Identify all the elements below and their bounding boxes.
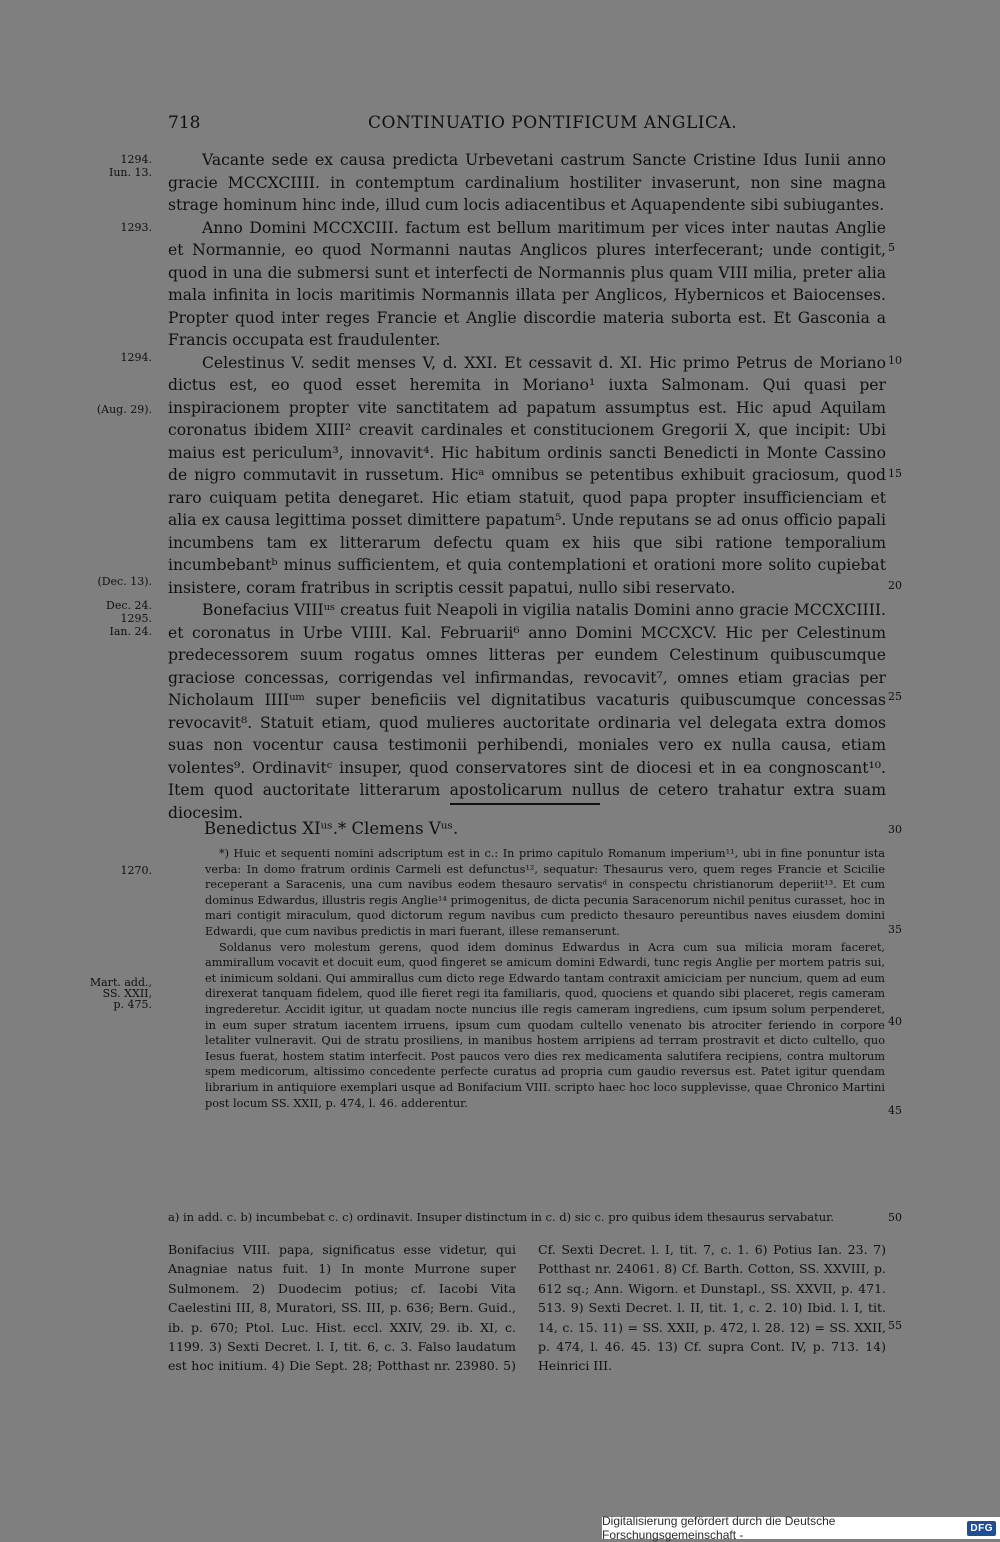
margin-date: (Dec. 13). <box>97 575 152 588</box>
margin-date: Iun. 13. <box>108 166 152 179</box>
note-paragraph: Soldanus vero molestum gerens, quod idem dominus Edwardus in Acra cum sua milicia moram faceret, ammirallum vocavit et docuit eum, quod fingeret se amicum domini Edwardi, tunc regis Anglie per mortem patris sui, et inimicum soldani. Qui ammirallus cum dicto rege Edwardo tantam contraxit amiciciam per nuncium, quem ad eum direxerat tanquam fidelem, quod ille fieret regi ita familiaris, quod, quociens et quando sibi placeret, regis cameram ingrederetur. Accidit igitur, ut quadam nocte nuncius ille regis cameram ingrediens, cum ipsum solum perpenderet, in eum super stratum iacentem irruens, ipsum cum quodam cultello venenato bis atrociter feriendo in corpore letaliter vulneravit. Qui de stratu prosiliens, in manibus hostem arripiens ad terram prostravit et dicto cultello, quo Iesus fuerat, hostem statim interfecit. Post paucos vero dies rex medicamenta salutifera recipiens, contra multorum spem medicorum, altissimo concedente perfecte curatus ad propria cum gaudio reversus est. Patet igitur quendam librarium in antiquiore exemplari usque ad Bonifacium VIII. scripto haec hoc loco supplevisse, quae Chronico Martini post locum SS. XXII, p. 474, l. 46. adderentur. <box>205 940 885 1110</box>
running-title: CONTINUATIO PONTIFICUM ANGLICA. <box>368 113 738 133</box>
line-number: 45 <box>888 1104 902 1117</box>
line-number: 15 <box>888 467 902 480</box>
pope-heading: Benedictus XIᵘˢ.* Clemens Vᵘˢ. <box>204 819 459 838</box>
dfg-logo-icon[interactable]: DFG <box>967 1521 996 1536</box>
digitization-text: Digitalisierung gefördert durch die Deutsche Forschungsgemeinschaft - <box>602 1514 836 1542</box>
margin-date: Dec. 24. <box>106 599 152 612</box>
footnotes: Bonifacius VIII. papa, significatus esse videtur, qui Anagniae natus fuit. 1) In monte Murrone super Sulmonem. 2) Duodecim potius; cf. Iacobi Vita Caelestini III, 8, Muratori, SS. III, p. 636; Bern. Guid., ib. p. 670; Ptol. Luc. Hist. eccl. XXIV, 29. ib. XI, c. 1199. 3) Sexti Decret. l. I, tit. 6, c. 3. Falso laudatum est hoc initium. 4) Die Sept. 28; Potthast nr. 23980. 5) Cf. Sexti Decret. l. I, tit. 7, c. 1. 6) Potius Ian. 23. 7) Potthast nr. 24061. 8) Cf. Barth. Cotton, SS. XXVIII, p. 612 sq.; Ann. Wigorn. et Dunstapl., SS. XXVII, p. 471. 513. 9) Sexti Decret. l. II, tit. 1, c. 2. 10) Ibid. l. I, tit. 14, c. 15. 11) = SS. XXII, p. 472, l. 28. 12) = SS. XXII, p. 474, l. 46. 45. 13) Cf. supra Cont. IV, p. 713. 14) Heinrici III. <box>168 1242 886 1374</box>
margin-date: Ian. 24. <box>109 625 152 638</box>
line-number: 50 <box>888 1211 902 1224</box>
note-block <box>205 846 885 1111</box>
margin-date: (Aug. 29). <box>96 403 152 416</box>
margin-date: 1270. <box>120 864 152 877</box>
line-number: 55 <box>888 1319 902 1332</box>
margin-ref: SS. XXII, <box>102 987 152 1000</box>
margin-ref: p. 475. <box>113 998 152 1011</box>
paragraph-anno-domini: Anno Domini MCCXCIII. factum est bellum maritimum per vices inter nautas Anglie et Normannie, eo quod Normanni nautas Anglicos plures interfecerant; unde contigit, quod in una die submersi sunt et interfecti de Normannis plus quam VIII milia, preter alia mala infinita in locis maritimis Normannis illata per Anglicos, Hybernicos et Baiocenses. Propter quod inter reges Francie et Anglie discordie materia suborta est. Et Gasconia a Francis occupata est fraudulenter. <box>168 218 886 349</box>
margin-date: 1294. <box>120 351 152 364</box>
margin-date: 1293. <box>120 221 152 234</box>
paragraph-bonefacius: Bonefacius VIIIᵘˢ creatus fuit Neapoli in vigilia natalis Domini anno gracie MCCXCIIII. et coronatus in Urbe VIIII. Kal. Februarii⁶ anno Domini MCCXCV. Hic per Celestinum predecessorem suum rogatus omnes litteras per eundem Celestinum quibuscumque graciose concessas, corrigendas vel infirmandas, revocavit⁷, omnes etiam gracias per Nicholaum IIIIᵘᵐ super beneficiis vel dignitatibus vacaturis quibuscumque concessas revocavit⁸. Statuit etiam, quod mulieres auctoritate ordinaria vel delegata extra domos suas non vocentur causa testimonii perhibendi, moniales vero ex nulla causa, etiam volentes⁹. Ordinavitᶜ insuper, quod conservatores sint de diocesi et in ea congnoscant¹⁰. Item quod auctoritate litterarum apostolicarum nullus de cetero trahatur extra suam diocesim. <box>168 601 886 822</box>
margin-ref: Mart. add., <box>89 976 152 989</box>
line-number: 40 <box>888 1015 902 1028</box>
main-text <box>168 149 886 824</box>
margin-date: 1295. <box>120 612 152 625</box>
line-number: 10 <box>888 354 902 367</box>
paragraph-celestinus: Celestinus V. sedit menses V, d. XXI. Et cessavit d. XI. Hic primo Petrus de Moriano dictus est, eo quod esset heremita in Moriano¹ iuxta Salmonam. Qui quasi per inspiracionem propter vite sanctitatem ad papatum assumptus est. Hic apud Aquilam coronatus ibidem XIII² creavit cardinales et constitucionem Gregorii X, que incipit: Ubi maius est periculum³, innovavit⁴. Hic habitum ordinis sancti Benedicti in Monte Cassino de nigro commutavit in russetum. Hicᵃ omnibus se petentibus exhibuit graciosum, quod raro cuiquam petita denegaret. Hic etiam statuit, quod papa propter insufficienciam et alia ex causa legittima posset dimittere papatum⁵. Unde reputans se ad onus officio papali incumbens tam ex litterarum defectu quam ex hiis que sibi ratione temporalium incumbebantᵇ minus sufficientem, et quia contemplationi et orationi more solito cupiebat insistere, coram fratribus in scriptis cessit papatui, nullo sibi reservato. <box>168 353 886 597</box>
line-number: 30 <box>888 823 902 836</box>
digitization-credit <box>602 1514 1000 1542</box>
line-number: 20 <box>888 579 902 592</box>
line-number: 5 <box>888 241 895 254</box>
page-number: 718 <box>168 113 201 133</box>
margin-date: 1294. <box>120 153 152 166</box>
line-number: 35 <box>888 923 902 936</box>
section-divider <box>450 803 600 805</box>
line-number: 25 <box>888 690 902 703</box>
paragraph-vacante: Vacante sede ex causa predicta Urbevetani castrum Sancte Cristine Idus Iunii anno gracie MCCXCIIII. in contemptum cardinalium hostiliter invaserunt, non sine magna strage hominum hinc inde, illud cum locis adiacentibus et Aquapendente sibi subiugantes. <box>168 151 886 214</box>
textual-variants: a) in add. c. b) incumbebat c. c) ordinavit. Insuper distinctum in c. d) sic c. pro quibus idem thesaurus servabatur. <box>168 1210 834 1224</box>
page-header <box>168 113 888 137</box>
note-paragraph: *) Huic et sequenti nomini adscriptum est in c.: In primo capitulo Romanum imperium¹¹, ubi in fine ponuntur ista verba: In domo fratrum ordinis Carmeli est defunctus¹², sequatur: Thesaurus vero, quem reges Francie et Scicilie receperant a Saracenis, una cum navibus eodem thesauro servatisᵈ in conspectu christianorum deperiit¹³. Et cum dominus Edwardus, illustris regis Anglie¹⁴ primogenitus, de dicta pecunia Saracenorum nichil penitus curasset, hoc in mari contigit miraculum, quod dictorum regum navibus cum predicto thesauro pereuntibus naves eiusdem domini Edwardi, que cum navibus predictis in mari fuerant, illese remanserunt. <box>205 847 885 938</box>
